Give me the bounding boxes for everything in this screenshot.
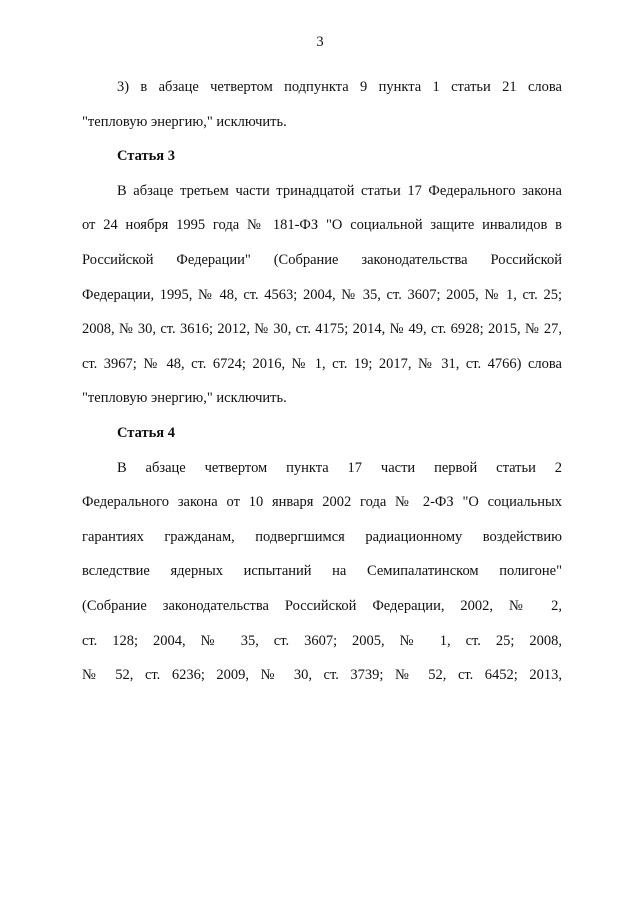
item-3-paragraph [82, 70, 562, 139]
paragraph-line: 2008, № 30, ст. 3616; 2012, № 30, ст. 4175; 2014, № 49, ст. 6928; 2015, № 27, [82, 321, 562, 338]
paragraph-line: 3) в абзаце четвертом подпункта 9 пункта 1 статьи 21 слова [117, 79, 562, 95]
paragraph-line: "тепловую энергию," исключить. [82, 390, 287, 407]
paragraph-line: от 24 ноября 1995 года № 181-ФЗ "О социальной защите инвалидов в [82, 217, 562, 234]
page-number: 3 [316, 34, 324, 50]
article-4-heading: Статья 4 [117, 424, 175, 441]
paragraph-line: Российской Федерации" (Собрание законодательства Российской [82, 251, 562, 268]
paragraph-line: ст. 128; 2004, № 35, ст. 3607; 2005, № 1, ст. 25; 2008, [82, 632, 562, 649]
paragraph-line: (Собрание законодательства Российской Федерации, 2002, № 2, [82, 597, 562, 614]
paragraph-line: вследствие ядерных испытаний на Семипалатинском полигоне" [82, 563, 562, 580]
paragraph-line: Федерального закона от 10 января 2002 года № 2-ФЗ "О социальных [82, 494, 562, 511]
article-3-heading: Статья 3 [117, 148, 175, 165]
article-4-paragraph [82, 451, 562, 693]
document-body [82, 70, 562, 693]
paragraph-line: Федерации, 1995, № 48, ст. 4563; 2004, № 35, ст. 3607; 2005, № 1, ст. 25; [82, 286, 562, 303]
paragraph-line: "тепловую энергию," исключить. [82, 113, 287, 130]
paragraph-line: В абзаце третьем части тринадцатой статьи 17 Федерального закона [117, 182, 562, 199]
paragraph-line: ст. 3967; № 48, ст. 6724; 2016, № 1, ст. 19; 2017, № 31, ст. 4766) слова [82, 355, 562, 372]
paragraph-line: В абзаце четвертом пункта 17 части первой статьи 2 [117, 459, 562, 476]
paragraph-line: № 52, ст. 6236; 2009, № 30, ст. 3739; № 52, ст. 6452; 2013, [82, 667, 562, 684]
paragraph-line: гарантиях гражданам, подвергшимся радиационному воздействию [82, 528, 562, 545]
article-3-paragraph [82, 174, 562, 416]
